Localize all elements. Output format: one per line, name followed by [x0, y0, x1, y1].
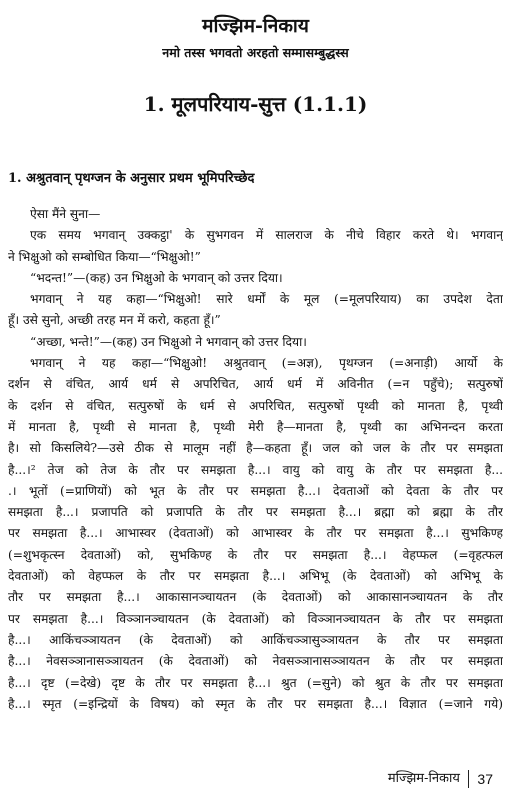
text-line: एक समय भगवान् उक्कट्ठा' के सुभगवन में सालराज के नीचे विहार करते थे। भगवान् [30, 228, 503, 243]
text-line: भगवान् ने यह कहा—“भिक्षुओ! अश्रुतवान् (=अज्ञ), पृथग्जन (=अनाड़ी) आर्यो के [30, 356, 503, 371]
text-line: है...।² तेज को तेज के तौर पर समझता है...। वायु को वायु के तौर पर समझता है... [8, 462, 503, 477]
text-line: है...। आकिंचञ्ञायतन (के देवताओं) को आकिंचञ्ञासुञ्ञायतन के तौर पर समझता [8, 632, 503, 647]
text-line: है...। स्मृत (=इन्द्रियों के विषय) को स्मृत के तौर पर समझता है...। विज्ञात (=जाने गये) [8, 696, 503, 711]
text-line: “अच्छा, भन्ते!”—(कह) उन भिक्षुओ ने भगवान् को उत्तर दिया। [30, 334, 307, 349]
text-line: पर समझता है...। आभास्वर (देवताओं) को आभास्वर के तौर पर समझता है...। सुभकिण्ह [8, 526, 503, 541]
text-line: ने भिक्षुओ को सम्बोधित किया—“भिक्षुओ!” [8, 249, 201, 264]
text-line: ऐसा मैंने सुना— [30, 207, 101, 221]
text-line: भगवान् ने यह कहा—“भिक्षुओ! सारे धर्मों के मूल (=मूलपरियाय) का उपदेश देता [30, 292, 503, 307]
invocation-line: नमो तस्स भगवतो अरहतो सम्मासम्बुद्धस्स [162, 45, 349, 60]
running-title: मज्झिम-निकाय [387, 771, 460, 786]
book-title: मज्झिम-निकाय [202, 15, 309, 37]
text-line: है...। नेवसञ्ञानासञ्ञायतन (के देवताओं) को नेवसञ्ञानासञ्ञायतन के तौर पर समझता [8, 654, 503, 669]
text-line: में मानता है, पृथ्वी से मानता है, पृथ्वी मेरी है—मानता है, पृथ्वी का अभिनन्दन करता [8, 419, 503, 434]
sutta-heading: 1. मूलपरियाय-सुत्त (1.1.1) [143, 92, 368, 116]
text-line: पर समझता है...। विञ्ञानञ्चायतन (के देवताओं) को विञ्ञानञ्चायतन के तौर पर समझता [8, 611, 503, 626]
text-line: दर्शन से वंचित, आर्य धर्म से अपरिचित, आर्य धर्म में अविनीत (=न पहुँचे); सत्पुरुषों [8, 377, 503, 392]
body-text [8, 204, 503, 715]
text-line: देवताओं) को वेहप्फल के तौर पर समझता है...। अभिभू (के देवताओं) को अभिभू के [8, 569, 503, 584]
text-line: हूँ। उसे सुनो, अच्छी तरह मन में करो, कहता हूँ।” [8, 313, 221, 328]
text-line: समझता है...। प्रजापति को प्रजापति के तौर पर समझता है...। ब्रह्मा को ब्रह्मा के तौर [8, 505, 503, 520]
text-line: के दर्शन से वंचित, सत्पुरुषों के धर्म से अपरिचित, सत्पुरुषों पृथ्वी को मानता है, पृथ्वी [8, 398, 503, 413]
text-line: है...। दृष्ट (=देखे) दृष्ट के तौर पर समझता है...। श्रुत (=सुने) को श्रुत के तौर पर समझता [8, 675, 503, 690]
page-number: 37 [477, 771, 493, 787]
section-heading: 1. अश्रुतवान् पृथग्जन के अनुसार प्रथम भूमिपरिच्छेद [8, 171, 255, 186]
page-footer [388, 768, 493, 790]
text-line: (=शुभकृत्स्न देवताओं) को, सुभकिण्ह के तौर पर समझता है...। वेहप्फल (=वृहत्फल [8, 547, 503, 562]
text-line: तौर पर समझता है...। आकासानञ्चायतन (के देवताओं) को आकासानञ्चायतन के तौर [8, 590, 503, 605]
text-line: .। भूतों (=प्राणियों) को भूत के तौर पर समझता है...। देवताओं को देवता के तौर पर [8, 483, 503, 498]
text-line: है। सो किसलिये?—उसे ठीक से मालूम नहीं है—कहता हूँ। जल को जल के तौर पर समझता [8, 441, 503, 456]
footer-divider [468, 770, 470, 788]
text-line: “भदन्त!”—(कह) उन भिक्षुओ के भगवान् को उत्तर दिया। [30, 270, 283, 285]
